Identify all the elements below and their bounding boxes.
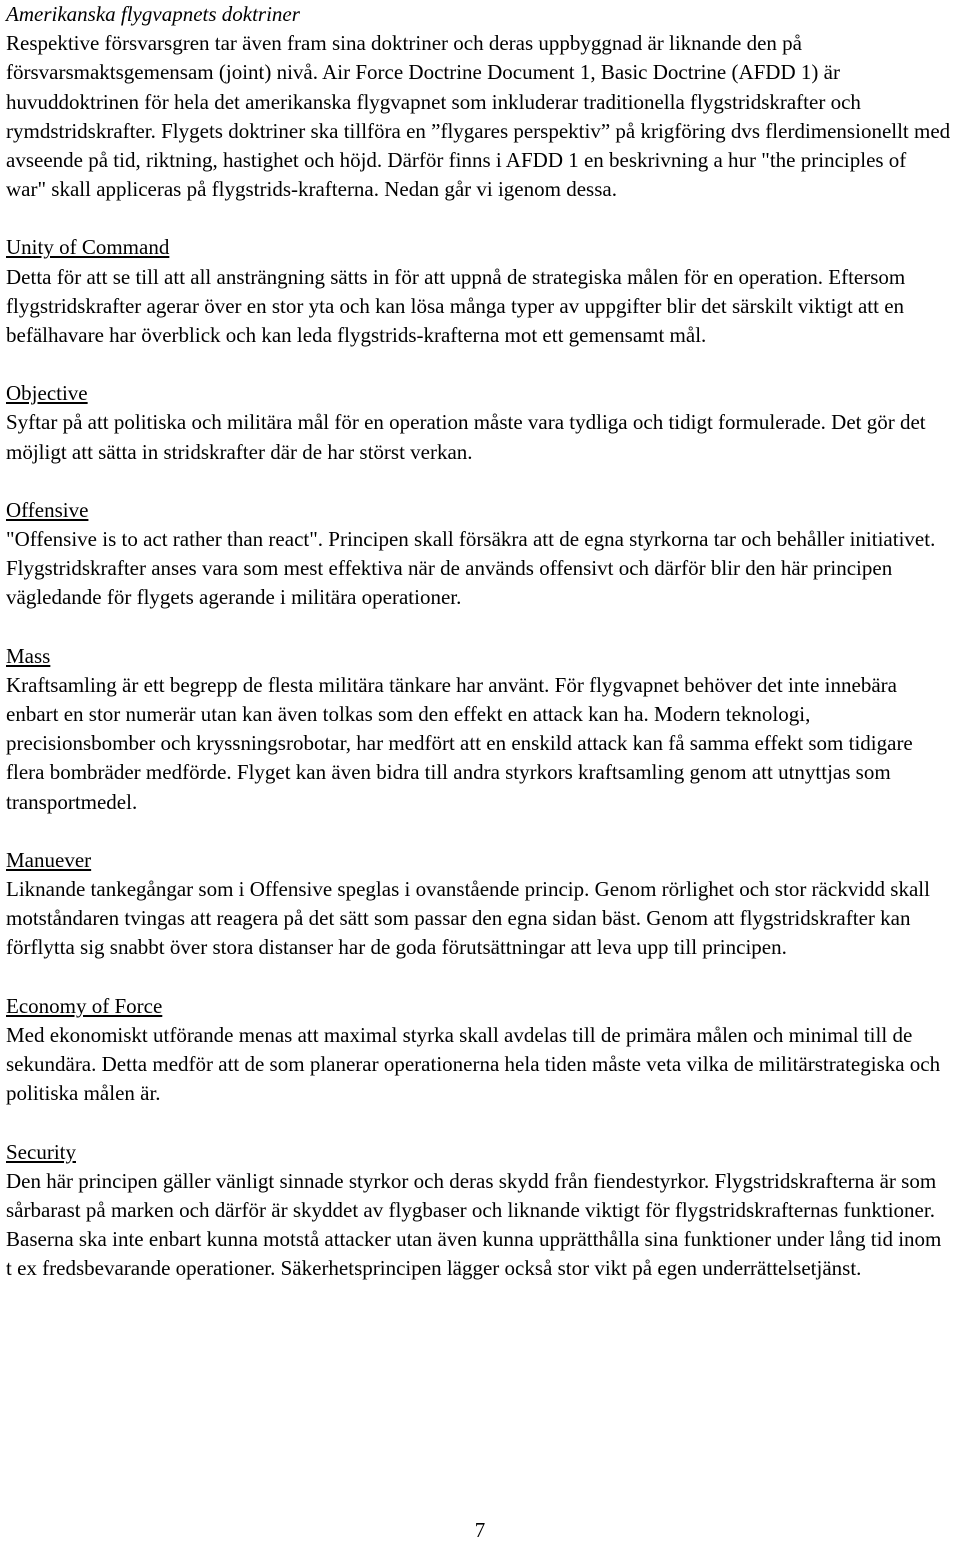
section-body: Den här principen gäller vänligt sinnade styrkor och deras skydd från fiendestyrkor. Flygstridskrafterna är som sårbarast på marken och därför är skyddet av flygbaser och liknande viktigt för flygstridskrafternas funktioner. Baserna ska inte enbart kunna motstå attacker utan även kunna upprätthålla sina funktioner under lång tid inom t ex fredsbevarande operationer. Säkerhetsprincipen lägger också stor vikt på egen underrättelsetjänst. bbox=[6, 1168, 942, 1281]
page-number: 7 bbox=[474, 1518, 486, 1542]
section-body: Detta för att se till att all ansträngning sätts in för att uppnå de strategiska målen för en operation. Eftersom flygstridskrafter agerar över en stor yta och kan lösa många typer av uppgifter blir det särskilt viktigt att en befälhavare har överblick och kan leda flygstrids-krafterna mot ett gemensamt mål. bbox=[6, 264, 906, 348]
section-offensive bbox=[6, 496, 951, 613]
section-heading: Security bbox=[6, 1139, 76, 1164]
section-body: Liknande tankegångar som i Offensive speglas i ovanstående princip. Genom rörlighet och stor räckvidd skall motståndaren tvingas att reagera på det sätt som passar den egna sidan bäst. Genom att flygstridskrafter kan förflytta sig snabbt över stora distanser har de goda förutsättningar att leva upp till principen. bbox=[6, 877, 930, 960]
section-body: Syftar på att politiska och militära mål för en operation måste vara tydliga och tidigt formulerade. Det gör det möjligt att sätta in stridskrafter där de har störst verkan. bbox=[6, 410, 926, 464]
section-unity-of-command bbox=[6, 233, 951, 350]
section-heading: Manuever bbox=[6, 847, 92, 872]
section-heading: Economy of Force bbox=[6, 993, 163, 1018]
section-heading: Offensive bbox=[6, 497, 89, 522]
section-heading: Objective bbox=[6, 381, 88, 406]
intro-paragraph: Respektive försvarsgren tar även fram sina doktriner och deras uppbyggnad är liknande den på försvarsmaktsgemensam (joint) nivå. Air Force Doctrine Document 1, Basic Doctrine (AFDD 1) är huvuddoktrinen för hela det amerikanska flygvapnet som inkluderar traditionella flygstridskrafter och rymdstridskrafter. Flygets doktriner ska tillföra en ”flygares perspektiv” på krigföring dvs flerdimensionellt med avseende på tid, riktning, hastighet och höjd. Därför finns i AFDD 1 en beskrivning a hur "the principles of war" skall appliceras på flygstrids-krafterna. Nedan går vi igenom dessa. bbox=[6, 31, 951, 202]
section-security bbox=[6, 1138, 951, 1284]
section-manuever bbox=[6, 846, 951, 963]
section-heading: Mass bbox=[6, 643, 51, 668]
section-economy-of-force bbox=[6, 992, 951, 1109]
section-objective bbox=[6, 379, 951, 467]
section-body: Med ekonomiskt utförande menas att maximal styrka skall avdelas till de primära målen och minimal till de sekundära. Detta medför att de som planerar operationerna hela tiden måste veta vilka de militärstrategiska och politiska målen är. bbox=[6, 1022, 941, 1106]
section-heading: Unity of Command bbox=[6, 235, 170, 260]
document-page bbox=[6, 0, 951, 1284]
section-mass bbox=[6, 642, 951, 817]
section-body: Kraftsamling är ett begrepp de flesta militära tänkare har använt. För flygvapnet behöver det inte innebära enbart en stor numerär utan kan även tolkas som den effekt en attack kan ha. Modern teknologi, precisionsbomber och kryssningsrobotar, har medfört att en enskild attack kan få samma effekt som tidigare flera bombräder medförde. Flyget kan även bidra till andra styrkors kraftsamling genom att utnyttjas som transportmedel. bbox=[6, 672, 913, 814]
document-title: Amerikanska flygvapnets doktriner bbox=[6, 2, 300, 26]
section-body: "Offensive is to act rather than react". Principen skall försäkra att de egna styrkorna tar och behåller initiativet. Flygstridskrafter anses vara som mest effektiva när de används offensivt och därför blir den här principen vägledande för flygets agerande i militära operationer. bbox=[6, 527, 936, 610]
